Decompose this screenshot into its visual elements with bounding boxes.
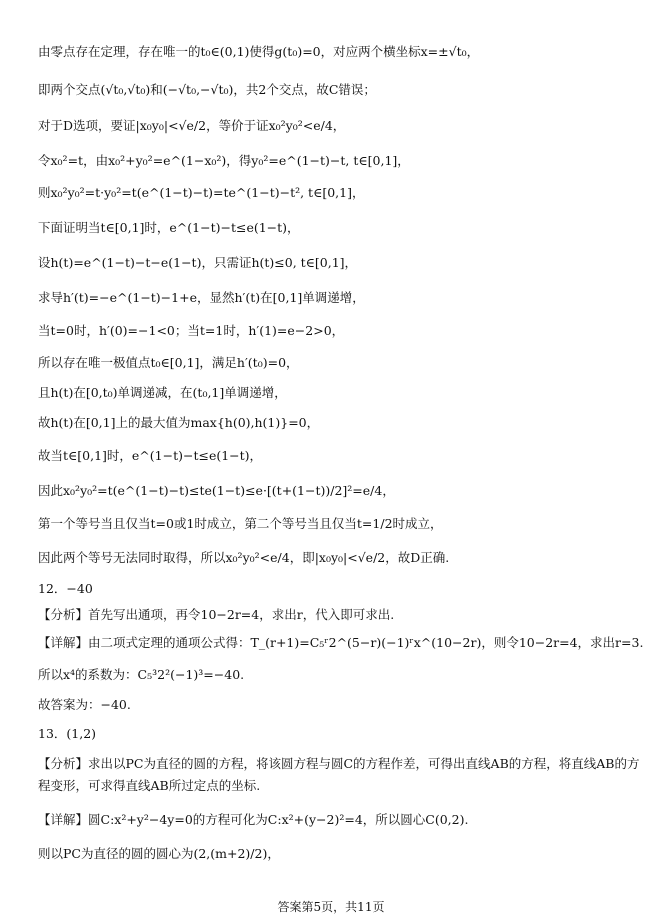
text-line: 因此x₀²y₀²=t(e^(1−t)−t)≤te(1−t)≤e·[(t+(1−t))/2]²=e/4， <box>38 483 395 498</box>
question-number: 13．(1,2) <box>38 726 97 741</box>
text-line: 且h(t)在[0,t₀)单调递减，在(t₀,1]单调递增， <box>38 385 287 400</box>
text-line: 故h(t)在[0,1]上的最大值为max{h(0),h(1)}=0， <box>38 415 320 430</box>
text-line: 令x₀²=t，由x₀²+y₀²=e^(1−x₀²)，得y₀²=e^(1−t)−t, t∈[0,1]， <box>38 153 410 168</box>
text-line: 第一个等号当且仅当t=0或1时成立，第二个等号当且仅当t=1/2时成立， <box>38 516 443 531</box>
analysis-line: 【分析】求出以PC为直径的圆的方程，将该圆方程与圆C的方程作差，可得出直线AB的方程，将直线AB的方程变形，可求得直线AB所过定点的坐标. <box>38 756 640 793</box>
text-line: 对于D选项，要证|x₀y₀|<√e/2，等价于证x₀²y₀²<e/4， <box>38 118 346 133</box>
detail-line: 【详解】由二项式定理的通项公式得：T_(r+1)=C₅ʳ2^(5−r)(−1)ʳx^(10−2r)，则令10−2r=4，求出r=3. <box>38 635 644 650</box>
page-footer: 答案第5页，共11页 <box>277 900 385 914</box>
text-line: 下面证明当t∈[0,1]时，e^(1−t)−t≤e(1−t)， <box>38 220 300 235</box>
detail-line: 【详解】圆C:x²+y²−4y=0的方程可化为C:x²+(y−2)²=4，所以圆心C(0,2). <box>38 812 469 827</box>
text-line: 则x₀²y₀²=t·y₀²=t(e^(1−t)−t)=te^(1−t)−t², t∈[0,1]， <box>38 185 365 200</box>
text-line: 由零点存在定理，存在唯一的t₀∈(0,1)使得g(t₀)=0，对应两个横坐标x=±√t₀， <box>38 44 480 59</box>
text-line: 设h(t)=e^(1−t)−t−e(1−t)，只需证h(t)≤0, t∈[0,1]， <box>38 255 358 270</box>
text-line: 则以PC为直径的圆的圆心为(2,(m+2)/2)， <box>38 846 280 861</box>
text-line: 故当t∈[0,1]时，e^(1−t)−t≤e(1−t)， <box>38 448 263 463</box>
text-line: 当t=0时，h′(0)=−1<0；当t=1时，h′(1)=e−2>0， <box>38 323 345 338</box>
answer-line: 故答案为：−40. <box>38 697 131 712</box>
text-line: 求导h′(t)=−e^(1−t)−1+e，显然h′(t)在[0,1]单调递增， <box>38 290 365 305</box>
analysis-line: 【分析】首先写出通项，再令10−2r=4，求出r，代入即可求出. <box>38 607 395 622</box>
text-line: 即两个交点(√t₀,√t₀)和(−√t₀,−√t₀)，共2个交点，故C错误； <box>38 82 376 97</box>
text-line: 因此两个等号无法同时取得，所以x₀²y₀²<e/4，即|x₀y₀|<√e/2，故D正确. <box>38 550 450 565</box>
question-number: 12．−40 <box>38 581 93 596</box>
text-line: 所以x⁴的系数为：C₅³2²(−1)³=−40. <box>38 667 245 682</box>
text-line: 所以存在唯一极值点t₀∈[0,1]，满足h′(t₀)=0， <box>38 355 299 370</box>
